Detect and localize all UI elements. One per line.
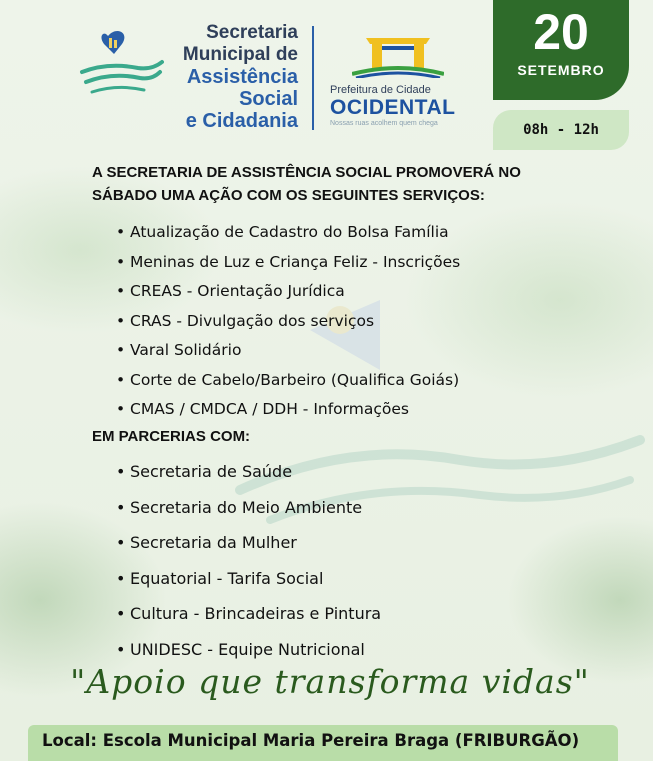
secretaria-logo bbox=[78, 22, 298, 132]
partners-heading: EM PARCERIAS COM: bbox=[92, 428, 251, 445]
list-item: • Secretaria do Meio Ambiente bbox=[116, 490, 381, 526]
intro-line1: A SECRETARIA DE ASSISTÊNCIA SOCIAL PROMOVERÁ NO bbox=[92, 164, 521, 181]
list-item: • UNIDESC - Equipe Nutricional bbox=[116, 632, 381, 668]
secretaria-line2: Municipal de bbox=[182, 44, 298, 65]
list-item: • CRAS - Divulgação dos serviços bbox=[116, 307, 460, 337]
prefeitura-line1: Prefeitura de Cidade bbox=[330, 84, 431, 96]
date-month: SETEMBRO bbox=[517, 62, 605, 78]
list-item: • Varal Solidário bbox=[116, 336, 460, 366]
secretaria-line4: e Cidadania bbox=[185, 110, 298, 132]
intro-text bbox=[92, 161, 592, 207]
list-item: • Cultura - Brincadeiras e Pintura bbox=[116, 596, 381, 632]
list-item: • CREAS - Orientação Jurídica bbox=[116, 277, 460, 307]
list-item: • Secretaria da Mulher bbox=[116, 525, 381, 561]
prefeitura-logo bbox=[324, 34, 484, 134]
partners-list bbox=[116, 454, 381, 667]
list-item: • Equatorial - Tarifa Social bbox=[116, 561, 381, 597]
prefeitura-line2: OCIDENTAL bbox=[330, 96, 456, 119]
prefeitura-tagline: Nossas ruas acolhem quem chega bbox=[330, 120, 438, 127]
city-gate-icon bbox=[352, 34, 444, 78]
secretaria-line3: Assistência Social bbox=[186, 66, 298, 110]
list-item: • Secretaria de Saúde bbox=[116, 454, 381, 490]
time-badge: 08h - 12h bbox=[493, 110, 629, 150]
family-hands-icon bbox=[78, 28, 164, 108]
slogan: "Apoio que transforma vidas" bbox=[70, 662, 590, 701]
list-item: • Meninas de Luz e Criança Feliz - Inscrições bbox=[116, 248, 460, 278]
services-list bbox=[116, 218, 460, 425]
list-item: • Atualização de Cadastro do Bolsa Família bbox=[116, 218, 460, 248]
date-day: 20 bbox=[533, 4, 589, 60]
intro-line2: SÁBADO UMA AÇÃO COM OS SEGUINTES SERVIÇOS: bbox=[92, 187, 485, 204]
date-badge bbox=[493, 0, 629, 100]
location-text: Local: Escola Municipal Maria Pereira Braga (FRIBURGÃO) bbox=[42, 731, 580, 750]
secretaria-line1: Secretaria bbox=[206, 22, 298, 43]
logo-divider bbox=[312, 26, 314, 130]
list-item: • CMAS / CMDCA / DDH - Informações bbox=[116, 395, 460, 425]
list-item: • Corte de Cabelo/Barbeiro (Qualifica Goiás) bbox=[116, 366, 460, 396]
